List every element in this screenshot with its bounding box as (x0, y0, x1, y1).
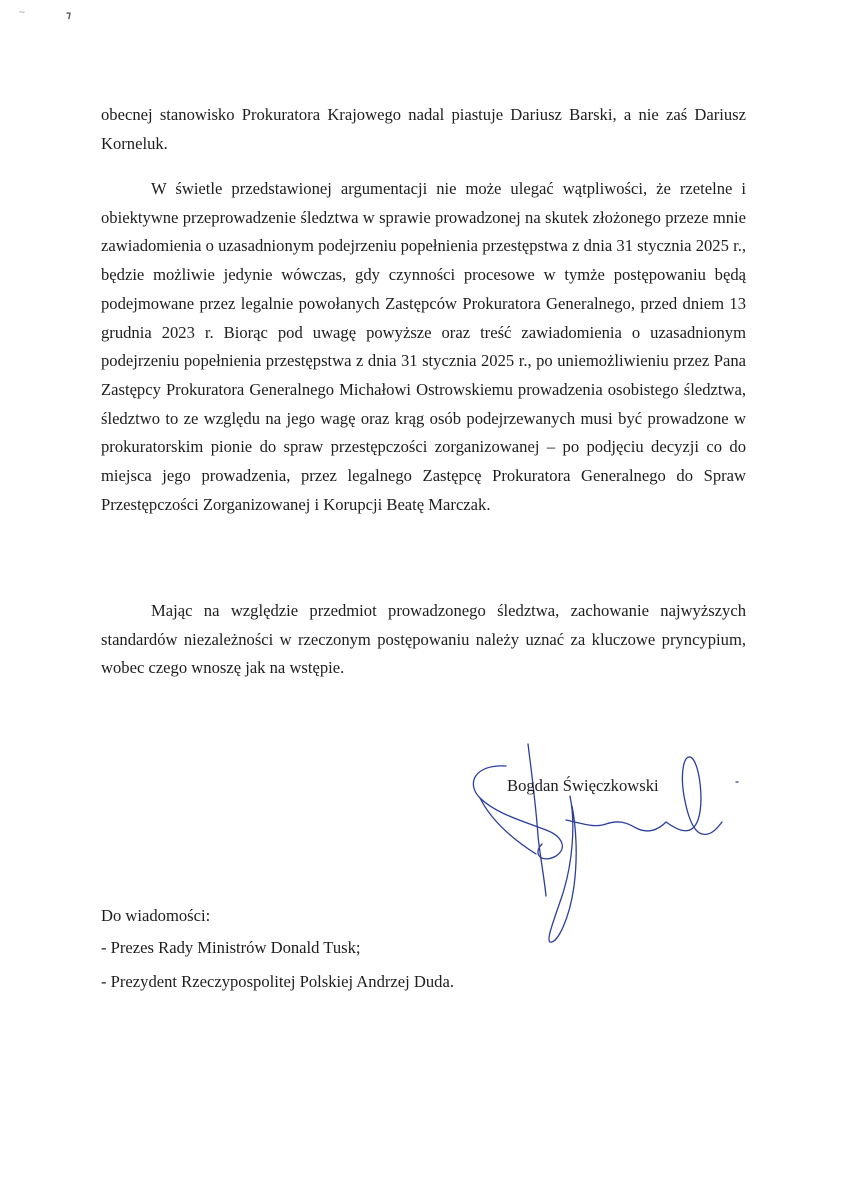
paragraph-argumentation: W świetle przedstawionej argumentacji nie może ulegać wątpliwości, że rzetelne i obiektywne przeprowadzenie śledztwa w sprawie prowadzonej na skutek złożonego przeze mnie zawiadomienia o uzasadnionym podejrzeniu popełnienia przestępstwa z dnia 31 stycznia 2025 r., będzie możliwie jedynie wówczas, gdy czynności procesowe w tymże postępowaniu będą podejmowane przez legalnie powołanych Zastępców Prokuratora Generalnego, przed dniem 13 grudnia 2023 r. Biorąc pod uwagę powyższe oraz treść zawiadomienia o uzasadnionym podejrzeniu popełnienia przestępstwa z dnia 31 stycznia 2025 r., po uniemożliwieniu przez Pana Zastępcy Prokuratora Generalnego Michałowi Ostrowskiemu prowadzenia osobistego śledztwa, śledztwo to ze względu na jego wagę oraz krąg osób podejrzewanych musi być prowadzone w prokuratorskim pionie do spraw przestępczości zorganizowanej – po podjęciu decyzji co do miejsca jego prowadzenia, przez legalnego Zastępcę Prokuratora Generalnego do Spraw Przestępczości Zorganizowanej i Korupcji Beatę Marczak. (101, 179, 746, 514)
handwritten-signature (466, 736, 756, 946)
paragraph-continuation: obecnej stanowisko Prokuratora Krajowego nadal piastuje Dariusz Barski, a nie zaś Dariusz Korneluk. (101, 105, 746, 153)
signer-name: Bogdan Święczkowski (507, 776, 659, 795)
cc-recipient: - Prezes Rady Ministrów Donald Tusk; (101, 938, 361, 957)
paragraph-conclusion: Mając na względzie przedmiot prowadzonego śledztwa, zachowanie najwyższych standardów niezależności w rzeczonym postępowaniu należy uznać za kluczowe pryncypium, wobec czego wnoszę jak na wstępie. (101, 601, 746, 678)
scan-artifact-mark: ~ (18, 8, 26, 18)
scan-artifact-mark: ⁊ (66, 10, 72, 21)
cc-recipient: - Prezydent Rzeczypospolitej Polskiej Andrzej Duda. (101, 972, 454, 991)
cc-heading: Do wiadomości: (101, 906, 211, 925)
